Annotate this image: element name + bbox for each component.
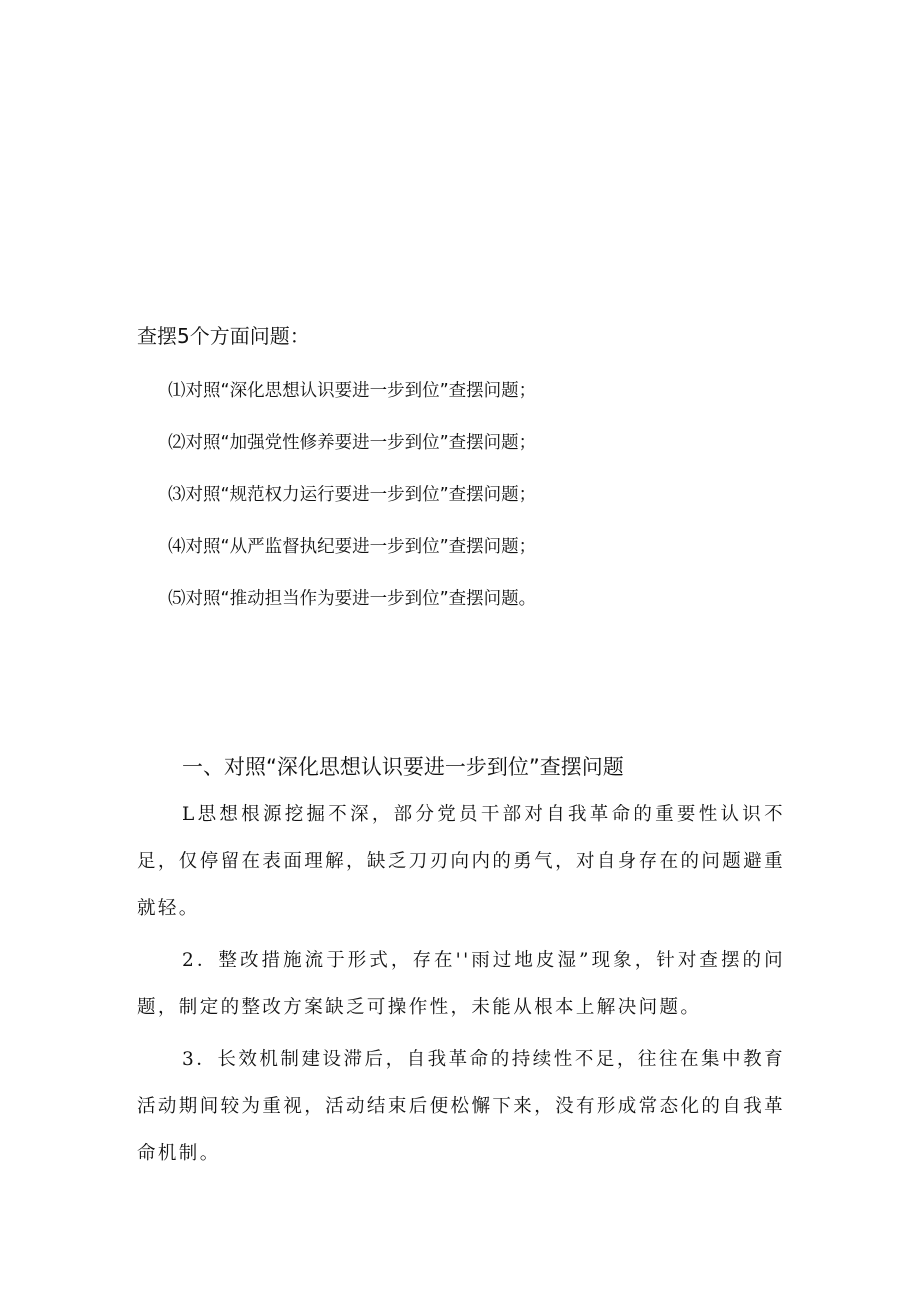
body-paragraph: 2．整改措施流于形式，存在''雨过地皮湿”现象，针对查摆的问题，制定的整改方案缺乏可操作性，未能从根本上解决问题。 (137, 950, 785, 1018)
body-paragraph: L思想根源挖掘不深，部分党员干部对自我革命的重要性认识不足，仅停留在表面理解，缺乏刀刃向内的勇气，对自身存在的问题避重就轻。 (137, 804, 785, 919)
list-item: ⑷对照“从严监督执纪要进一步到位”查摆问题； (168, 537, 537, 557)
list-item: ⑶对照“规范权力运行要进一步到位”查摆问题； (168, 485, 537, 505)
list-item: ⑵对照“加强党性修养要进一步到位”查摆问题； (168, 433, 537, 453)
list-item: ⑴对照“深化思想认识要进一步到位”查摆问题； (168, 381, 537, 401)
intro-heading: 查摆5个方面问题： (137, 324, 310, 348)
section-heading: 一、对照“深化思想认识要进一步到位”查摆问题 (182, 755, 624, 779)
body-paragraph: 3．长效机制建设滞后，自我革命的持续性不足，往往在集中教育活动期间较为重视，活动结束后便松懈下来，没有形成常态化的自我革命机制。 (137, 1049, 785, 1164)
list-item: ⑸对照“推动担当作为要进一步到位”查摆问题。 (168, 589, 537, 609)
